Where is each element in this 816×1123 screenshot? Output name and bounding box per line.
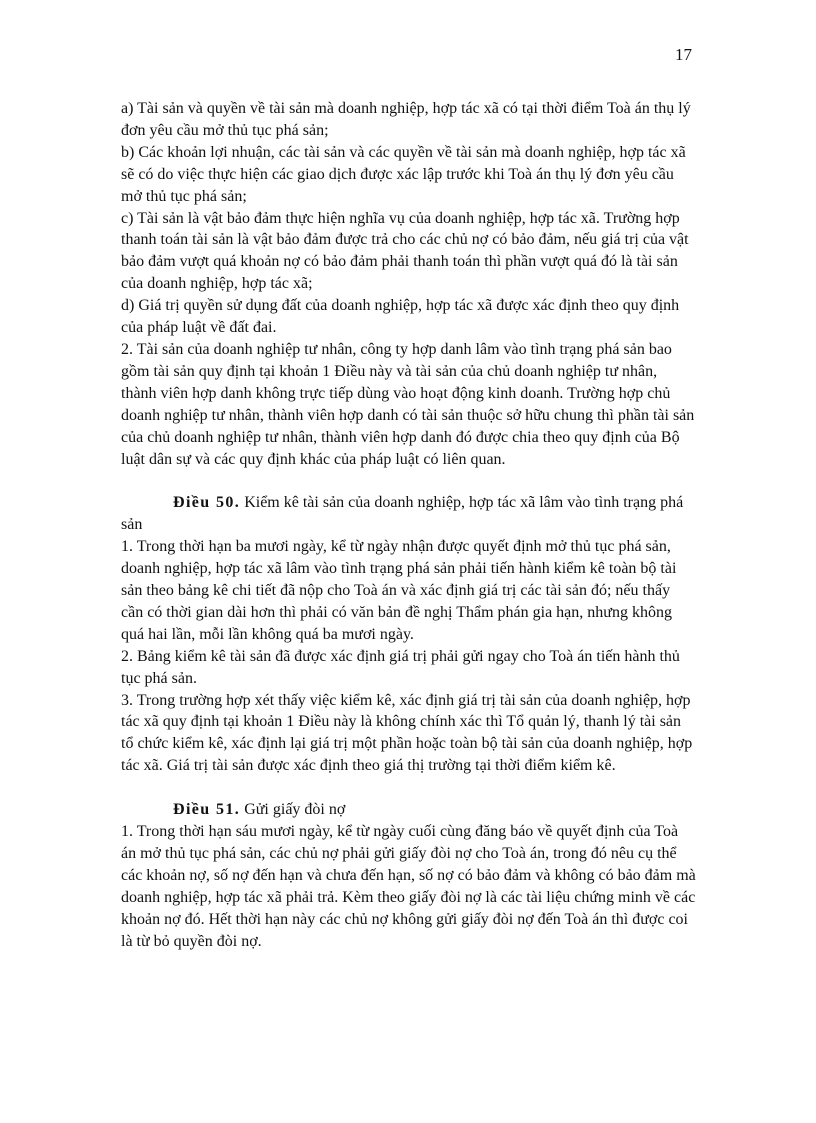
article-50-clause-2: 2. Bảng kiểm kê tài sản đã được xác định giá trị phải gửi ngay cho Toà án tiến hành thủ tục phá sản. xyxy=(121,647,680,687)
article-50-title: Kiểm kê tài sản của doanh nghiệp, hợp tác xã lâm vào tình trạng phá sản xyxy=(121,494,684,534)
section-spacer xyxy=(121,470,696,492)
clause-1d: d) Giá trị quyền sử dụng đất của doanh nghiệp, hợp tác xã được xác định theo quy định của pháp luật về đất đai. xyxy=(121,297,680,337)
clause-2: 2. Tài sản của doanh nghiệp tư nhân, công ty hợp danh lâm vào tình trạng phá sản bao gồm tài sản quy định tại khoản 1 Điều này và tài sản của chủ doanh nghiệp tư nhân, thành viên hợp danh không trực tiếp dùng vào hoạt động kinh doanh. Trường hợp chủ doanh nghiệp tư nhân, thành viên hợp danh có tài sản thuộc sở hữu chung thì phần tài sản của chủ doanh nghiệp tư nhân, thành viên hợp danh đó được chia theo quy định của Bộ luật dân sự và các quy định khác của pháp luật có liên quan. xyxy=(121,340,695,468)
article-51-clause-1: 1. Trong thời hạn sáu mươi ngày, kể từ ngày cuối cùng đăng báo về quyết định của Toà án mở thủ tục phá sản, các chủ nợ phải gửi giấy đòi nợ cho Toà án, trong đó nêu cụ thể các khoản nợ, số nợ đến hạn và chưa đến hạn, số nợ có bảo đảm và không có bảo đảm mà doanh nghiệp, hợp tác xã phải trả. Kèm theo giấy đòi nợ là các tài liệu chứng minh về các khoản nợ đó. Hết thời hạn này các chủ nợ không gửi giấy đòi nợ đến Toà án thì được coi là từ bỏ quyền đòi nợ. xyxy=(121,823,696,950)
article-51-heading xyxy=(121,799,696,821)
article-50-label: Điều 50. xyxy=(173,494,241,512)
article-51-title: Gửi giấy đòi nợ xyxy=(244,801,346,819)
clause-1a: a) Tài sản và quyền về tài sản mà doanh nghiệp, hợp tác xã có tại thời điểm Toà án thụ lý đơn yêu cầu mở thủ tục phá sản; xyxy=(121,100,691,139)
clause-1c: c) Tài sản là vật bảo đảm thực hiện nghĩa vụ của doanh nghiệp, hợp tác xã. Trường hợp thanh toán tài sản là vật bảo đảm được trả cho các chủ nợ có bảo đảm, nếu giá trị của vật bảo đảm vượt quá khoản nợ có bảo đảm phải thanh toán thì phần vượt quá đó là tài sản của doanh nghiệp, hợp tác xã; xyxy=(121,209,689,293)
page-number: 17 xyxy=(675,45,692,64)
article-50-clause-3: 3. Trong trường hợp xét thấy việc kiểm kê, xác định giá trị tài sản của doanh nghiệp, hợp tác xã quy định tại khoản 1 Điều này là không chính xác thì Tổ quản lý, thanh lý tài sản tổ chức kiểm kê, xác định lại giá trị một phần hoặc toàn bộ tài sản của doanh nghiệp, hợp tác xã. Giá trị tài sản được xác định theo giá thị trường tại thời điểm kiểm kê. xyxy=(121,691,693,775)
section-spacer xyxy=(121,777,696,799)
article-50-clause-1: 1. Trong thời hạn ba mươi ngày, kể từ ngày nhận được quyết định mở thủ tục phá sản, doanh nghiệp, hợp tác xã lâm vào tình trạng phá sản phải tiến hành kiểm kê toàn bộ tài sản theo bảng kê chi tiết đã nộp cho Toà án và xác định giá trị các tài sản đó; nếu thấy cần có thời gian dài hơn thì phải có văn bản đề nghị Thẩm phán gia hạn, nhưng không quá hai lần, mỗi lần không quá ba mươi ngày. xyxy=(121,538,677,643)
document-body xyxy=(121,98,696,953)
article-51-label: Điều 51. xyxy=(173,801,241,819)
article-50-heading xyxy=(121,492,696,536)
clause-1b: b) Các khoản lợi nhuận, các tài sản và các quyền về tài sản mà doanh nghiệp, hợp tác xã sẽ có do việc thực hiện các giao dịch được xác lập trước khi Toà án thụ lý đơn yêu cầu mở thủ tục phá sản; xyxy=(121,143,686,205)
